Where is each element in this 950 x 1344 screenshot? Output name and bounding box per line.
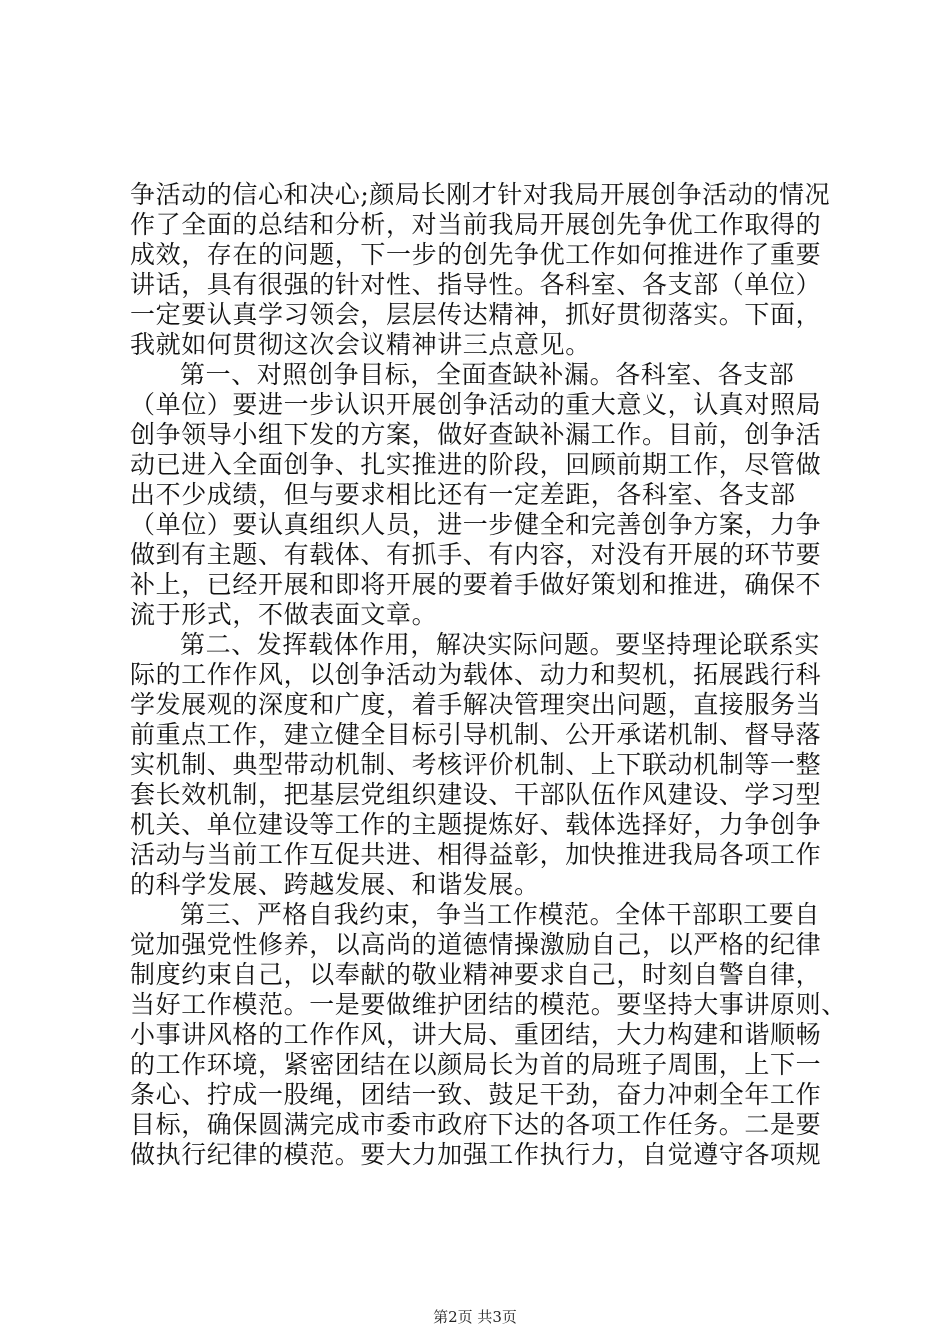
text-line: 第二、发挥载体作用，解决实际问题。要坚持理论联系实 xyxy=(180,630,821,659)
text-line: 一定要认真学习领会，层层传达精神，抓好贯彻落实。下面， xyxy=(130,300,822,329)
text-line: 小事讲风格的工作作风，讲大局、重团结，大力构建和谐顺畅 xyxy=(130,1020,822,1049)
text-line: 作了全面的总结和分析，对当前我局开展创先争优工作取得的 xyxy=(130,210,822,239)
text-line: 第一、对照创争目标，全面查缺补漏。各科室、各支部 xyxy=(180,360,795,389)
text-line: 我就如何贯彻这次会议精神讲三点意见。 xyxy=(130,330,591,359)
document-body xyxy=(130,180,847,1170)
text-line: 做到有主题、有载体、有抓手、有内容，对没有开展的环节要 xyxy=(130,540,822,569)
paragraph-point-two xyxy=(130,630,830,900)
text-line: （单位）要认真组织人员，进一步健全和完善创争方案，力争 xyxy=(130,510,822,539)
text-line: 的工作环境，紧密团结在以颜局长为首的局班子周围，上下一 xyxy=(130,1050,822,1079)
text-line: 做执行纪律的模范。要大力加强工作执行力，自觉遵守各项规 xyxy=(130,1140,822,1169)
text-line: （单位）要进一步认识开展创争活动的重大意义，认真对照局 xyxy=(130,390,822,419)
text-line: 前重点工作，建立健全目标引导机制、公开承诺机制、督导落 xyxy=(130,720,822,749)
text-line: 学发展观的深度和广度，着手解决管理突出问题，直接服务当 xyxy=(130,690,822,719)
text-line: 动已进入全面创争、扎实推进的阶段，回顾前期工作，尽管做 xyxy=(130,450,822,479)
text-line: 条心、拧成一股绳，团结一致、鼓足干劲，奋力冲刺全年工作 xyxy=(130,1080,822,1109)
text-line: 第三、严格自我约束，争当工作模范。全体干部职工要自 xyxy=(180,900,821,929)
text-line: 际的工作作风，以创争活动为载体、动力和契机，拓展践行科 xyxy=(130,660,822,689)
text-line: 成效，存在的问题，下一步的创先争优工作如何推进作了重要 xyxy=(130,240,822,269)
paragraph-intro xyxy=(130,180,830,360)
paragraph-point-three xyxy=(130,900,847,1170)
text-line: 活动与当前工作互促共进、相得益彰，加快推进我局各项工作 xyxy=(130,840,822,869)
text-line: 创争领导小组下发的方案，做好查缺补漏工作。目前，创争活 xyxy=(130,420,822,449)
text-line: 制度约束自己，以奉献的敬业精神要求自己，时刻自警自律， xyxy=(130,960,822,989)
text-line: 套长效机制，把基层党组织建设、干部队伍作风建设、学习型 xyxy=(130,780,822,809)
text-line: 实机制、典型带动机制、考核评价机制、上下联动机制等一整 xyxy=(130,750,822,779)
text-line: 的科学发展、跨越发展、和谐发展。 xyxy=(130,870,540,899)
text-line: 觉加强党性修养，以高尚的道德情操激励自己，以严格的纪律 xyxy=(130,930,822,959)
text-line: 讲话，具有很强的针对性、指导性。各科室、各支部（单位） xyxy=(130,270,822,299)
text-line: 目标，确保圆满完成市委市政府下达的各项工作任务。二是要 xyxy=(130,1110,822,1139)
text-line: 出不少成绩，但与要求相比还有一定差距，各科室、各支部 xyxy=(130,480,796,509)
page-number-footer: 第2页 共3页 xyxy=(433,1308,517,1326)
text-line: 争活动的信心和决心;颜局长刚才针对我局开展创争活动的情况 xyxy=(130,180,831,209)
text-line: 流于形式，不做表面文章。 xyxy=(130,600,438,629)
text-line: 当好工作模范。一是要做维护团结的模范。要坚持大事讲原则、 xyxy=(130,990,847,1019)
text-line: 机关、单位建设等工作的主题提炼好、载体选择好，力争创争 xyxy=(130,810,822,839)
paragraph-point-one xyxy=(130,360,830,630)
text-line: 补上，已经开展和即将开展的要着手做好策划和推进，确保不 xyxy=(130,570,822,599)
